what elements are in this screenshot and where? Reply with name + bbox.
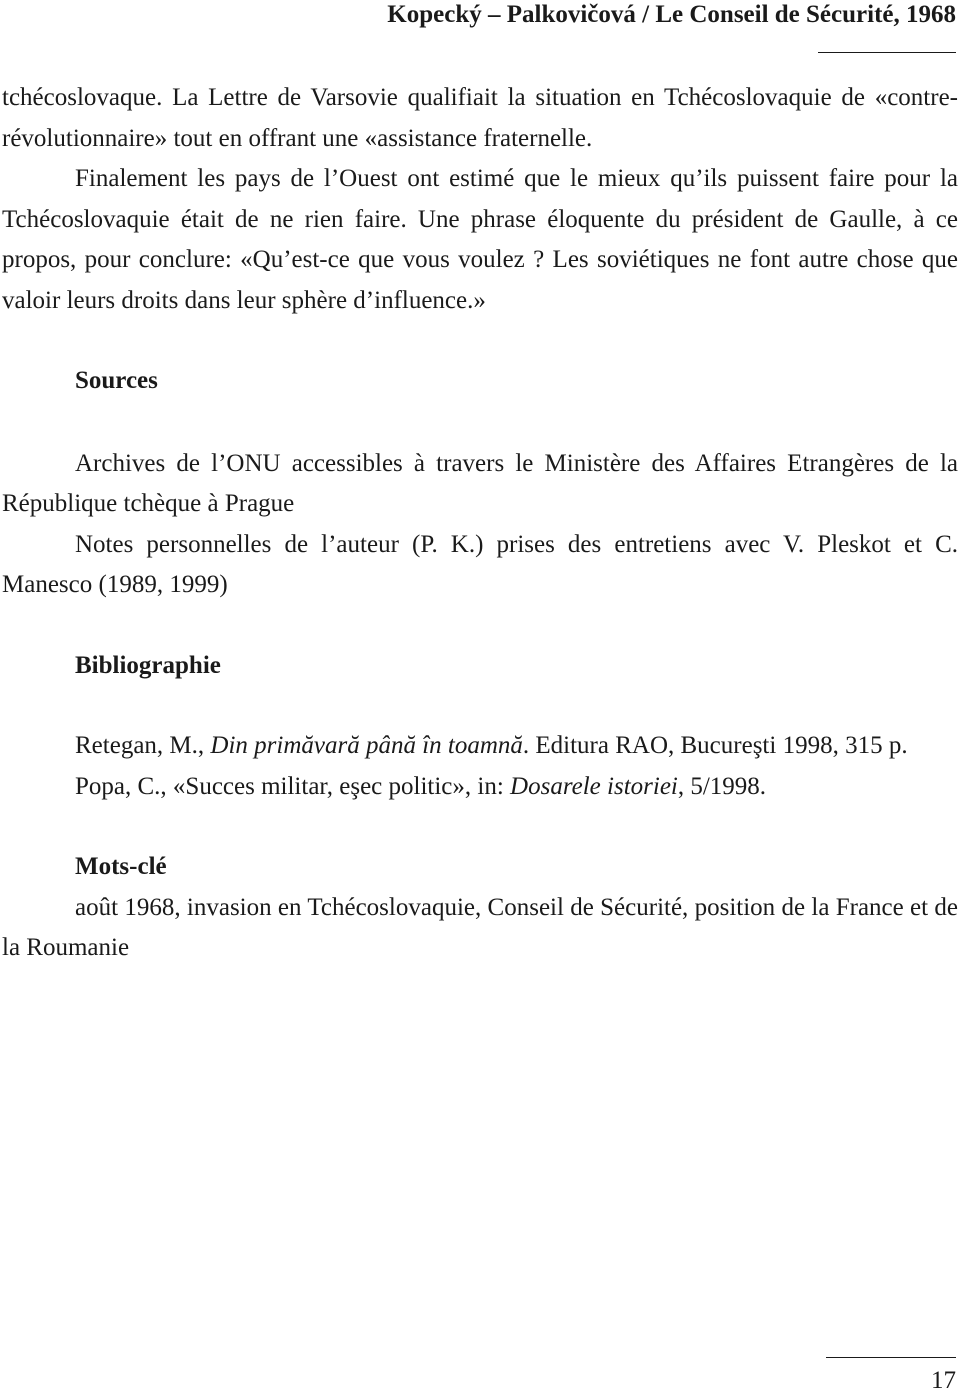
bibliography-entry-2-title: Dosarele istoriei bbox=[510, 772, 678, 800]
running-header: Kopecký – Palkovičová / Le Conseil de Sécurité, 1968 bbox=[387, 1, 956, 28]
sources-item-2: Notes personnelles de l’auteur (P. K.) prises des entretiens avec V. Pleskot et C. Manesco (1989, 1999) bbox=[2, 530, 958, 598]
body-paragraph-1: tchécoslovaque. La Lettre de Varsovie qualifiait la situation en Tchécoslovaquie de «contre-révolutionnaire» tout en offrant une «assistance fraternelle. bbox=[2, 84, 958, 152]
sources-heading: Sources bbox=[75, 367, 158, 394]
bibliography-entry-1-title: Din primăvară până în toamnă bbox=[210, 732, 523, 759]
sources-item-1: Archives de l’ONU accessibles à travers le Ministère des Affaires Etrangères de la République tchèque à Prague bbox=[2, 449, 958, 517]
bibliography-entry-2-rest: , 5/1998. bbox=[677, 772, 767, 800]
page-content bbox=[2, 78, 958, 969]
footer-rule bbox=[826, 1357, 956, 1358]
keywords-text: août 1968, invasion en Tchécoslovaquie, Conseil de Sécurité, position de la France et de la Roumanie bbox=[2, 893, 958, 961]
bibliography-entry-2-author: Popa, C., «Succes militar, eşec politic», in: bbox=[75, 772, 511, 800]
bibliography-entry-1-author: Retegan, M., bbox=[75, 732, 211, 759]
bibliography-entry-1-rest: . Editura RAO, Bucureşti 1998, 315 p. bbox=[522, 732, 908, 759]
header-rule bbox=[818, 52, 956, 53]
page-number: 17 bbox=[931, 1367, 956, 1394]
bibliography-entry-1 bbox=[2, 726, 958, 767]
body-paragraph-2: Finalement les pays de l’Ouest ont estimé que le mieux qu’ils puissent faire pour la Tchécoslovaquie était de ne rien faire. Une phrase éloquente du président de Gaulle, à ce propos, pour conclure: «Qu’est-ce que vous voulez ? Les soviétiques ne font autre chose que valoir leurs droits dans leur sphère d’influence.» bbox=[2, 165, 958, 314]
keywords-heading: Mots-clé bbox=[75, 853, 167, 880]
bibliography-entry-2 bbox=[2, 767, 958, 808]
bibliography-heading: Bibliographie bbox=[75, 651, 221, 679]
